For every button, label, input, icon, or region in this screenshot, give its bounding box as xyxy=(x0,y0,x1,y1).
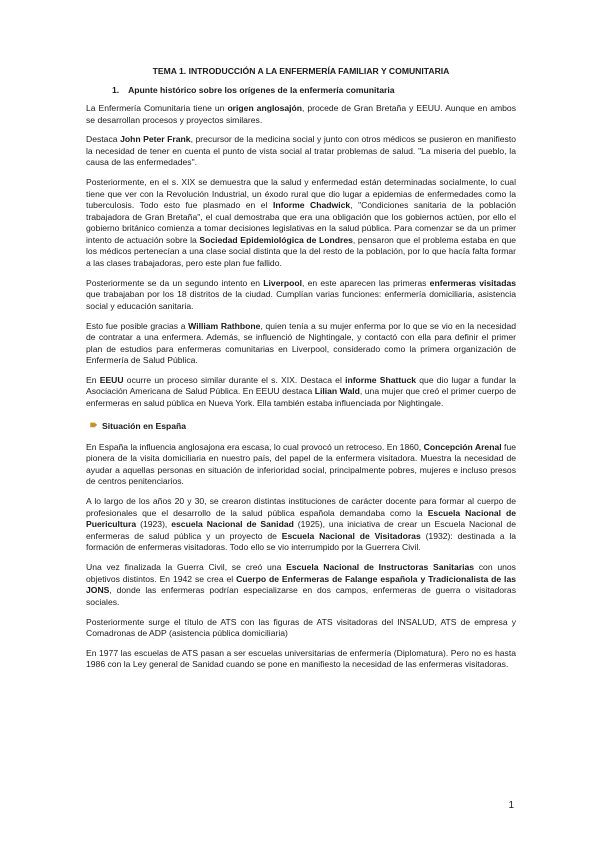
paragraph-2: Destaca John Peter Frank, precursor de la medicina social y junto con otros médicos se pusieron en manifiesto la necesidad de tener en cuenta el punto de vista social al tratar problemas de salud. "La miseria del pueblo, la causa de las enfermedades". xyxy=(86,134,516,168)
paragraph-1: La Enfermería Comunitaria tiene un origen anglosajón, procede de Gran Bretaña y EEUU. Aunque en ambos se desarrollan procesos y proyectos similares. xyxy=(86,103,517,125)
paragraph-11: En 1977 las escuelas de ATS pasan a ser escuelas universitarias de enfermería (Diplomatura). Pero no es hasta 1986 con la Ley general de Sanidad cuando se pone en manifiesto la necesidad de las enfermeras visitadoras. xyxy=(86,647,516,670)
paragraph-3: Posteriormente, en el s. XIX se demuestra que la salud y enfermedad están determinadas socialmente, lo cual tiene que ver con la Revolución Industrial, un éxodo rural que dio lugar a epidemias de enfermedades como la tuberculosis. Todo esto fue plasmado en el Informe Chadwick, "Condiciones sanitaria de la población trabajadora de Gran Bretaña", el cual demostraba que era una obligación que los gobiernos actúen, por ello el gobierno británico comienza a tomar decisiones legislativas en la salud pública. Para comenzar se da un primer intento de actuación sobre la Sociedad Epidemiológica de Londres, pensaron que el problema estaba en que los médicos pertenecían a una clase social distinta que la del resto de la población, por lo que hacía falta formar a las clases trabajadoras, pero este plan fue fallido. xyxy=(86,177,517,268)
subsection-title: Situación en España xyxy=(102,420,187,431)
page-number: 1 xyxy=(508,800,514,811)
paragraph-6: En EEUU ocurre un proceso similar durante el s. XIX. Destaca el informe Shattuck que dio lugar a fundar la Asociación Americana de Salud Pública. En EEUU destaca Lilian Wald, una mujer que creó el primer cuerpo de enfermeras en salud pública en Nueva York. Ella también estaba influenciada por Nightingale. xyxy=(86,374,517,408)
section-number: 1. xyxy=(112,85,120,95)
document-title: TEMA 1. INTRODUCCIÓN A LA ENFERMERÍA FAMILIAR Y COMUNITARIA xyxy=(152,66,450,76)
document-page xyxy=(86,66,516,679)
section-title: Apunte histórico sobre los orígenes de la enfermería comunitaria xyxy=(128,85,395,95)
paragraph-7: En España la influencia anglosajona era escasa, lo cual provocó un retroceso. En 1860, Concepción Arenal fue pionera de la visita domiciliaria en nuestro país, del papel de la enfermera visitadora. Muestra la necesidad de ayudar a aquellas personas en situación de inferioridad social, principalmente pobres, mujeres e incluso presos de centros penitenciarios. xyxy=(86,441,516,487)
paragraph-9: Una vez finalizada la Guerra Civil, se creó una Escuela Nacional de Instructoras Sanitarias con unos objetivos distintos. En 1942 se crea el Cuerpo de Enfermeras de Falange española y Tradicionalista de las JONS, donde las enfermeras podrían especializarse en dos campos, enfermeras de guerra o visitadoras sociales. xyxy=(86,562,517,607)
section-heading xyxy=(112,85,516,95)
paragraph-5: Esto fue posible gracias a William Rathbone, quien tenía a su mujer enferma por lo que se vio en la necesidad de contratar a una enfermera. Además, se influenció de Nightingale, y contactó con ella para definir el primer plan de estudios para enfermeras comunitarias en Liverpool, considerado como la primera organización de Enfermería de Salud Pública. xyxy=(86,320,516,366)
subsection-heading xyxy=(86,418,516,434)
arrow-bullet-icon: 🠶 xyxy=(90,419,98,430)
paragraph-4: Posteriormente se da un segundo intento en Liverpool, en este aparecen las primeras enfermeras visitadas que trabajaban por los 18 distritos de la ciudad. Cumplían varias funciones: enfermería domiciliaria, asistencia social y educación sanitaria. xyxy=(86,277,517,311)
paragraph-8: A lo largo de los años 20 y 30, se crearon distintas instituciones de carácter docente para formar al cuerpo de profesionales que el desarrollo de la salud pública española demandaba como la Escuela Nacional de Puericultura (1923), escuela Nacional de Sanidad (1925), una iniciativa de crear un Escuela Nacional de enfermeras de salud pública y un proyecto de Escuela Nacional de Visitadoras (1932): destinada a la formación de enfermeras visitadoras. Todo ello se vio interrumpido por la Guerrera Civil. xyxy=(86,496,517,553)
paragraph-10: Posteriormente surge el título de ATS con las figuras de ATS visitadoras del INSALUD, ATS de empresa y Comadronas de ADP (asistencia pública domiciliaria) xyxy=(86,616,516,639)
